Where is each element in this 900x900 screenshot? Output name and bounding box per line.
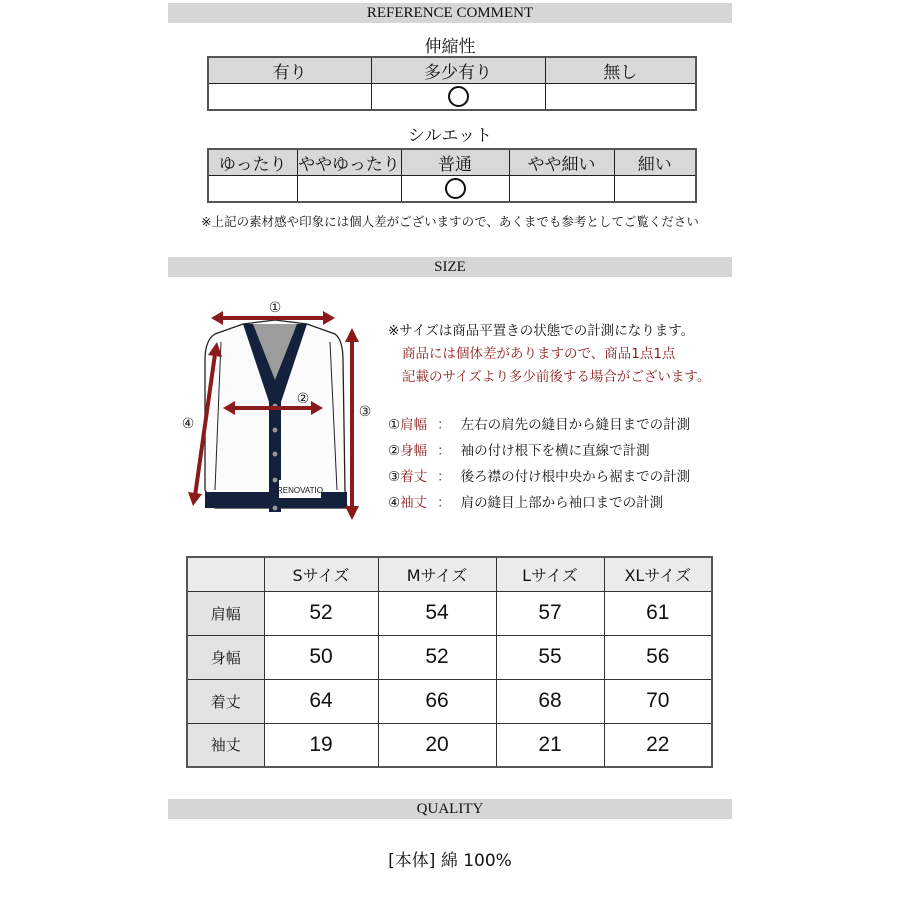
size-header: SIZE xyxy=(168,257,732,277)
table-cell: 57 xyxy=(496,591,604,635)
silhouette-option: 細い xyxy=(614,149,696,176)
reference-comment-header: REFERENCE COMMENT xyxy=(168,3,732,23)
table-cell: 20 xyxy=(378,723,496,767)
table-row xyxy=(187,635,712,679)
silhouette-option: ゆったり xyxy=(208,149,297,176)
silhouette-cell xyxy=(614,176,696,202)
table-cell: 56 xyxy=(604,635,712,679)
measurement-notes xyxy=(388,320,733,389)
silhouette-option: 普通 xyxy=(401,149,509,176)
stretch-cell xyxy=(208,84,371,110)
stretch-label: 伸縮性 xyxy=(424,37,476,57)
table-cell: 61 xyxy=(604,591,712,635)
legend-description: 左右の肩先の縫目から縫目までの計測 xyxy=(460,417,691,433)
selected-circle-icon xyxy=(445,178,466,199)
column-header: Mサイズ xyxy=(378,557,496,591)
svg-text:RENOVATIO: RENOVATIO xyxy=(277,486,323,495)
table-cell: 21 xyxy=(496,723,604,767)
selected-circle-icon xyxy=(448,86,469,107)
legend-number: ④ xyxy=(388,495,401,511)
marker-1: ① xyxy=(268,300,282,316)
legend-colon: ： xyxy=(437,469,451,485)
silhouette-option: やや細い xyxy=(509,149,614,176)
marker-4: ④ xyxy=(181,416,195,432)
stretch-option: 有り xyxy=(208,57,371,84)
measure-note-line3: 記載のサイズより多少前後する場合がございます。 xyxy=(402,369,711,385)
table-cell: 52 xyxy=(378,635,496,679)
legend-number: ① xyxy=(388,417,401,433)
stretch-cell-selected xyxy=(371,84,545,110)
legend-number: ② xyxy=(388,443,401,459)
stretch-option: 多少有り xyxy=(371,57,545,84)
legend-row xyxy=(388,412,733,438)
column-header: Lサイズ xyxy=(496,557,604,591)
silhouette-cell-selected xyxy=(401,176,509,202)
stretch-table xyxy=(207,56,697,111)
silhouette-cell xyxy=(297,176,401,202)
size-table xyxy=(186,556,713,768)
marker-2: ② xyxy=(296,391,310,407)
legend-label: 着丈 xyxy=(400,469,428,485)
measurement-legend xyxy=(388,412,733,516)
legend-row xyxy=(388,464,733,490)
legend-label: 身幅 xyxy=(400,443,428,459)
silhouette-cell xyxy=(509,176,614,202)
legend-colon: ： xyxy=(437,417,451,433)
table-cell: 70 xyxy=(604,679,712,723)
legend-number: ③ xyxy=(388,469,401,485)
table-cell: 52 xyxy=(264,591,378,635)
table-cell: 54 xyxy=(378,591,496,635)
legend-colon: ： xyxy=(437,495,451,511)
row-header: 肩幅 xyxy=(187,591,264,635)
column-header: Sサイズ xyxy=(264,557,378,591)
reference-note: ※上記の素材感や印象には個人差がございますので、あくまでも参考としてご覧ください xyxy=(201,214,699,229)
row-header: 着丈 xyxy=(187,679,264,723)
legend-label: 袖丈 xyxy=(400,495,428,511)
row-header: 身幅 xyxy=(187,635,264,679)
quality-header: QUALITY xyxy=(168,799,732,819)
material-composition: [本体] 綿 100% xyxy=(388,851,512,871)
measure-note-line1: ※サイズは商品平置きの状態での計測になります。 xyxy=(388,323,695,339)
stretch-option: 無し xyxy=(545,57,696,84)
row-header: 袖丈 xyxy=(187,723,264,767)
silhouette-label: シルエット xyxy=(407,126,493,146)
table-cell: 68 xyxy=(496,679,604,723)
cardigan-icon xyxy=(175,290,375,530)
marker-3: ③ xyxy=(358,404,372,420)
cardigan-measurement-diagram xyxy=(175,290,375,530)
table-cell: 55 xyxy=(496,635,604,679)
table-cell: 66 xyxy=(378,679,496,723)
legend-row xyxy=(388,438,733,464)
table-row xyxy=(187,679,712,723)
legend-row xyxy=(388,490,733,516)
table-row xyxy=(187,723,712,767)
legend-label: 肩幅 xyxy=(400,417,428,433)
table-cell: 22 xyxy=(604,723,712,767)
table-cell: 19 xyxy=(264,723,378,767)
legend-description: 袖の付け根下を横に直線で計測 xyxy=(460,443,650,459)
stretch-cell xyxy=(545,84,696,110)
silhouette-cell xyxy=(208,176,297,202)
table-row xyxy=(187,591,712,635)
legend-colon: ： xyxy=(437,443,451,459)
legend-description: 肩の縫目上部から袖口までの計測 xyxy=(460,495,664,511)
silhouette-table xyxy=(207,148,697,203)
table-cell: 64 xyxy=(264,679,378,723)
column-header: XLサイズ xyxy=(604,557,712,591)
table-corner xyxy=(187,557,264,591)
legend-description: 後ろ襟の付け根中央から裾までの計測 xyxy=(460,469,691,485)
silhouette-option: ややゆったり xyxy=(297,149,401,176)
measure-note-line2: 商品には個体差がありますので、商品1点1点 xyxy=(402,346,676,362)
table-cell: 50 xyxy=(264,635,378,679)
